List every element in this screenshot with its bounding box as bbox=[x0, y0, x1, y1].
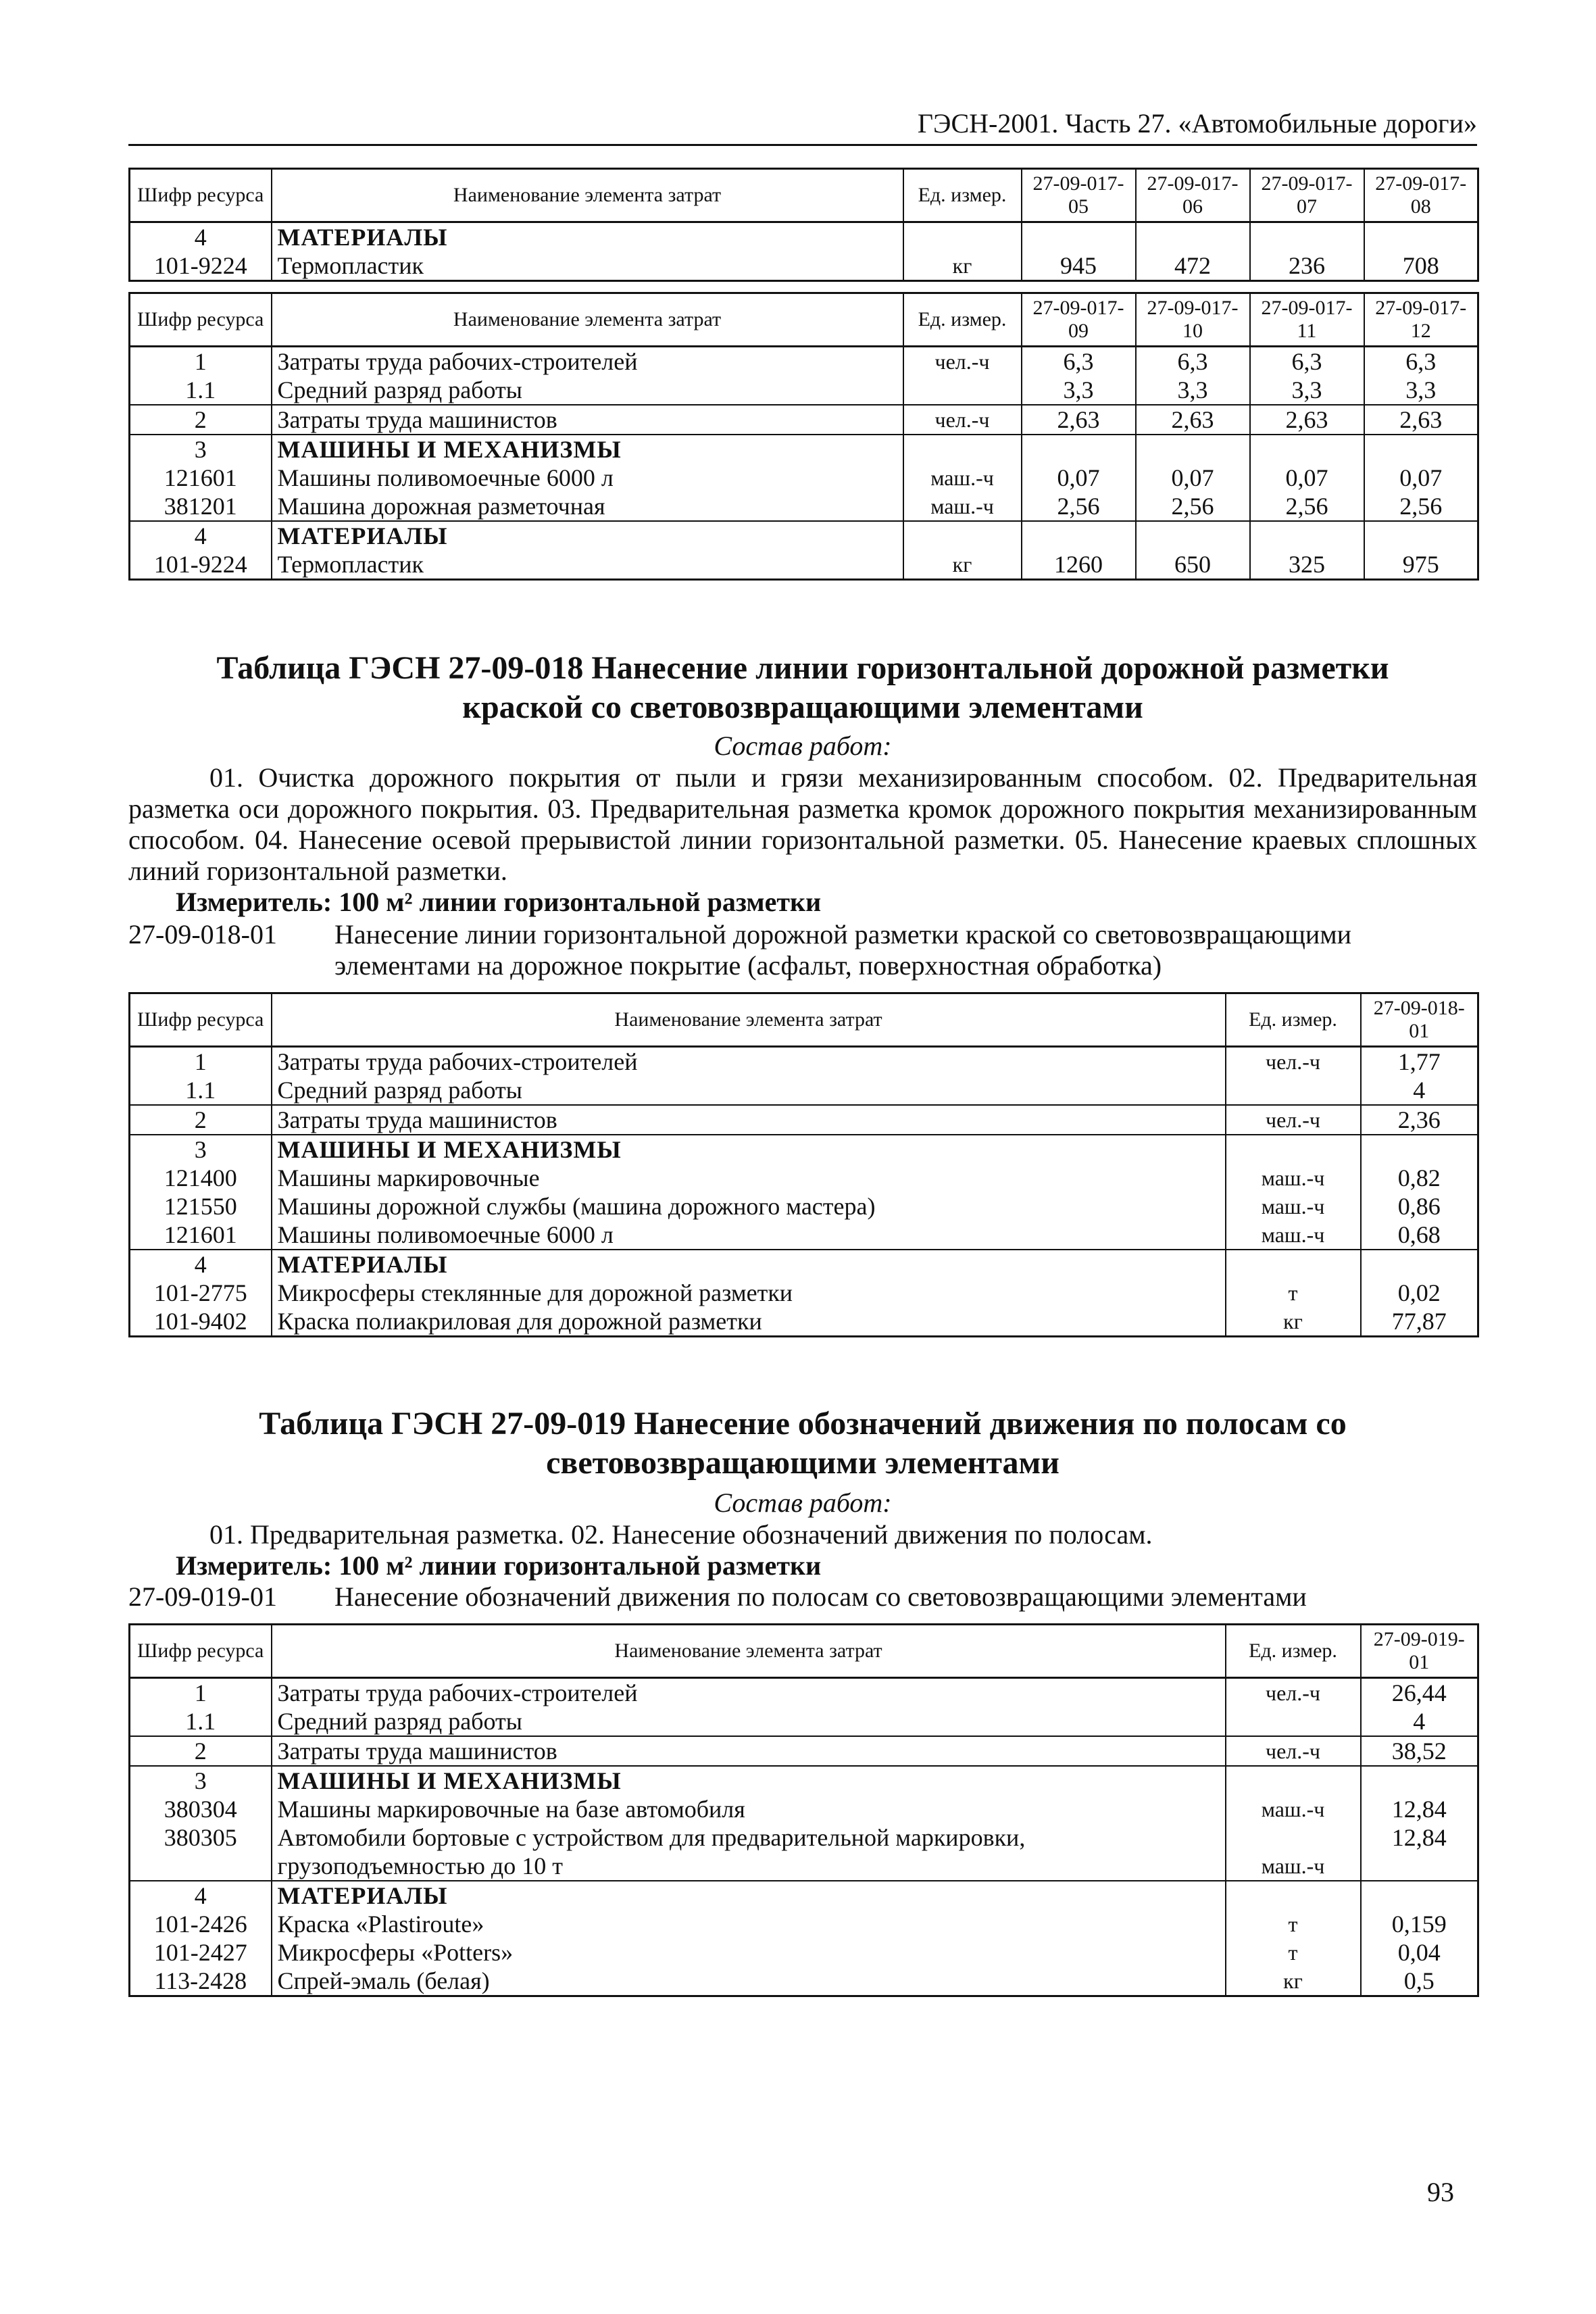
rate-value: 650 bbox=[1136, 550, 1250, 580]
col-header-rate: 27-09-017-06 bbox=[1136, 169, 1250, 222]
cost-element-name: Затраты труда рабочих-строителей bbox=[272, 1678, 1226, 1708]
cost-element-name: МАШИНЫ И МЕХАНИЗМЫ bbox=[272, 1766, 1226, 1795]
col-header-name: Наименование элемента затрат bbox=[272, 169, 903, 222]
table-row bbox=[130, 405, 1478, 435]
resource-code: 113-2428 bbox=[130, 1967, 272, 1996]
rate-value: 2,63 bbox=[1364, 405, 1478, 435]
unit bbox=[1226, 1766, 1361, 1795]
resource-code: 121601 bbox=[130, 464, 272, 492]
table-row bbox=[130, 1192, 1478, 1221]
col-header-unit: Ед. измер. bbox=[1226, 993, 1361, 1047]
table-row bbox=[130, 1250, 1478, 1279]
col-header-name: Наименование элемента затрат bbox=[272, 1625, 1226, 1678]
unit: маш.-ч bbox=[1226, 1795, 1361, 1823]
table-018-works: 01. Очистка дорожного покрытия от пыли и грязи механизированным способом. 02. Предварительная разметка оси дорожного покрытия. 03. Предварительная разметка кромок дорожного покрытия механизированным способом. 04. Нанесение осевой прерывистой линии горизонтальной разметки. 05. Нанесение краевых сплошных линий горизонтальной разметки. bbox=[128, 762, 1477, 886]
col-header-code: Шифр ресурса bbox=[130, 169, 272, 222]
rate-value bbox=[1022, 222, 1136, 252]
unit: маш.-ч bbox=[903, 492, 1022, 521]
cost-element-name: Машины дорожной службы (машина дорожного мастера) bbox=[272, 1192, 1226, 1221]
rate-value bbox=[1022, 435, 1136, 464]
table-row bbox=[130, 251, 1478, 281]
resource-code: 2 bbox=[130, 1105, 272, 1135]
cost-element-name: Машины маркировочные на базе автомобиля bbox=[272, 1795, 1226, 1823]
unit bbox=[903, 222, 1022, 252]
table-019-meter: Измеритель: 100 м² линии горизонтальной разметки bbox=[176, 1550, 822, 1581]
unit: маш.-ч bbox=[1226, 1221, 1361, 1250]
unit bbox=[1226, 1881, 1361, 1910]
cost-element-name: Затраты труда рабочих-строителей bbox=[272, 347, 903, 376]
rate-value: 1,77 bbox=[1361, 1047, 1478, 1077]
resource-code: 3 bbox=[130, 435, 272, 464]
col-header-rate: 27-09-017-07 bbox=[1250, 169, 1364, 222]
resource-code: 1 bbox=[130, 1047, 272, 1077]
rate-value: 708 bbox=[1364, 251, 1478, 281]
rate-value bbox=[1250, 222, 1364, 252]
rate-value bbox=[1250, 521, 1364, 550]
unit: маш.-ч bbox=[1226, 1164, 1361, 1192]
rate-value bbox=[1364, 222, 1478, 252]
unit: чел.-ч bbox=[1226, 1047, 1361, 1077]
rate-value: 0,07 bbox=[1250, 464, 1364, 492]
col-header-unit: Ед. измер. bbox=[903, 293, 1022, 347]
unit: маш.-ч bbox=[903, 464, 1022, 492]
resource-code: 380305 bbox=[130, 1823, 272, 1881]
rate-value: 2,56 bbox=[1022, 492, 1136, 521]
rate-value bbox=[1136, 435, 1250, 464]
table-row bbox=[130, 1076, 1478, 1105]
rate-value: 3,3 bbox=[1022, 376, 1136, 405]
rate-value: 0,07 bbox=[1022, 464, 1136, 492]
cost-element-name: Спрей-эмаль (белая) bbox=[272, 1967, 1226, 1996]
table-row bbox=[130, 1766, 1478, 1795]
unit: маш.-ч bbox=[1226, 1823, 1361, 1881]
rate-value: 77,87 bbox=[1361, 1307, 1478, 1337]
cost-element-name: Затраты труда машинистов bbox=[272, 405, 903, 435]
resource-code: 380304 bbox=[130, 1795, 272, 1823]
item-description: Нанесение обозначений движения по полосам со световозвращающими элементами bbox=[334, 1581, 1307, 1612]
resource-code: 101-2775 bbox=[130, 1279, 272, 1307]
rate-value: 1260 bbox=[1022, 550, 1136, 580]
rate-value: 236 bbox=[1250, 251, 1364, 281]
col-header-code: Шифр ресурса bbox=[130, 1625, 272, 1678]
table-row bbox=[130, 1938, 1478, 1967]
cost-element-name: Средний разряд работы bbox=[272, 1707, 1226, 1736]
rate-value: 0,07 bbox=[1136, 464, 1250, 492]
table-018-composition-label: Состав работ: bbox=[714, 731, 892, 761]
resource-code: 1.1 bbox=[130, 376, 272, 405]
unit bbox=[1226, 1707, 1361, 1736]
rate-value: 2,56 bbox=[1136, 492, 1250, 521]
cost-element-name: МАШИНЫ И МЕХАНИЗМЫ bbox=[272, 1135, 1226, 1164]
rate-value bbox=[1136, 222, 1250, 252]
cost-element-name: МАШИНЫ И МЕХАНИЗМЫ bbox=[272, 435, 903, 464]
unit bbox=[1226, 1135, 1361, 1164]
table-row bbox=[130, 1823, 1478, 1881]
rate-value bbox=[1364, 435, 1478, 464]
table-019-title-line2: световозвращающими элементами bbox=[546, 1445, 1059, 1481]
col-header-rate: 27-09-017-05 bbox=[1022, 169, 1136, 222]
col-header-code: Шифр ресурса bbox=[130, 993, 272, 1047]
table-row bbox=[130, 550, 1478, 580]
table-row bbox=[130, 1678, 1478, 1708]
table-018-title-line1: Таблица ГЭСН 27-09-018 Нанесение линии горизонтальной дорожной разметки bbox=[216, 650, 1389, 686]
table-row bbox=[130, 1707, 1478, 1736]
running-header: ГЭСН-2001. Часть 27. «Автомобильные дороги» bbox=[128, 105, 1477, 146]
resource-code: 121400 bbox=[130, 1164, 272, 1192]
resource-code: 3 bbox=[130, 1766, 272, 1795]
rate-value: 0,04 bbox=[1361, 1938, 1478, 1967]
cost-element-name: Краска полиакриловая для дорожной разметки bbox=[272, 1307, 1226, 1337]
table-row bbox=[130, 492, 1478, 521]
unit: т bbox=[1226, 1279, 1361, 1307]
cost-element-name: Термопластик bbox=[272, 251, 903, 281]
resource-code: 1.1 bbox=[130, 1707, 272, 1736]
item-code: 27-09-018-01 bbox=[128, 919, 277, 950]
col-header-rate: 27-09-017-10 bbox=[1136, 293, 1250, 347]
cost-element-name: МАТЕРИАЛЫ bbox=[272, 1250, 1226, 1279]
cost-element-name: Машины поливомоечные 6000 л bbox=[272, 464, 903, 492]
rate-value: 6,3 bbox=[1136, 347, 1250, 376]
unit bbox=[903, 521, 1022, 550]
table-row bbox=[130, 1279, 1478, 1307]
rate-value: 6,3 bbox=[1364, 347, 1478, 376]
cost-element-name: Машина дорожная разметочная bbox=[272, 492, 903, 521]
col-header-unit: Ед. измер. bbox=[1226, 1625, 1361, 1678]
rate-value bbox=[1022, 521, 1136, 550]
cost-element-name: Машины поливомоечные 6000 л bbox=[272, 1221, 1226, 1250]
rate-value: 6,3 bbox=[1022, 347, 1136, 376]
table-019-composition-label: Состав работ: bbox=[714, 1487, 892, 1518]
unit bbox=[903, 435, 1022, 464]
table-row bbox=[130, 1164, 1478, 1192]
rate-value: 3,3 bbox=[1364, 376, 1478, 405]
col-header-code: Шифр ресурса bbox=[130, 293, 272, 347]
unit: т bbox=[1226, 1938, 1361, 1967]
resource-code: 101-2426 bbox=[130, 1910, 272, 1938]
rate-value: 0,5 bbox=[1361, 1967, 1478, 1996]
resource-code: 381201 bbox=[130, 492, 272, 521]
rate-value: 3,3 bbox=[1136, 376, 1250, 405]
table-row bbox=[130, 435, 1478, 464]
col-header-rate: 27-09-019-01 bbox=[1361, 1625, 1478, 1678]
col-header-rate: 27-09-017-09 bbox=[1022, 293, 1136, 347]
page-number: 93 bbox=[1427, 2177, 1454, 2207]
cost-element-name: Затраты труда машинистов bbox=[272, 1105, 1226, 1135]
rate-value bbox=[1361, 1250, 1478, 1279]
resource-code: 121601 bbox=[130, 1221, 272, 1250]
rate-value: 12,84 bbox=[1361, 1823, 1478, 1881]
rate-value: 0,82 bbox=[1361, 1164, 1478, 1192]
rate-value: 2,56 bbox=[1364, 492, 1478, 521]
table-row bbox=[130, 464, 1478, 492]
rate-value: 0,07 bbox=[1364, 464, 1478, 492]
table-row bbox=[130, 376, 1478, 405]
table-row bbox=[130, 1135, 1478, 1164]
unit: кг bbox=[1226, 1967, 1361, 1996]
rate-value bbox=[1250, 435, 1364, 464]
cost-element-name: Термопластик bbox=[272, 550, 903, 580]
cost-element-name: Затраты труда рабочих-строителей bbox=[272, 1047, 1226, 1077]
table-017-09-12 bbox=[128, 292, 1479, 581]
unit: чел.-ч bbox=[903, 405, 1022, 435]
rate-value bbox=[1361, 1135, 1478, 1164]
col-header-name: Наименование элемента затрат bbox=[272, 993, 1226, 1047]
cost-element-name: МАТЕРИАЛЫ bbox=[272, 222, 903, 252]
unit: кг bbox=[903, 251, 1022, 281]
cost-element-name: МАТЕРИАЛЫ bbox=[272, 521, 903, 550]
table-019-01 bbox=[128, 1623, 1479, 1997]
rate-value: 2,63 bbox=[1022, 405, 1136, 435]
unit bbox=[1226, 1076, 1361, 1105]
resource-code: 101-9224 bbox=[130, 550, 272, 580]
col-header-rate: 27-09-017-12 bbox=[1364, 293, 1478, 347]
table-row bbox=[130, 1736, 1478, 1766]
rate-value: 6,3 bbox=[1250, 347, 1364, 376]
resource-code: 101-2427 bbox=[130, 1938, 272, 1967]
rate-value bbox=[1364, 521, 1478, 550]
unit: чел.-ч bbox=[1226, 1105, 1361, 1135]
rate-value: 4 bbox=[1361, 1707, 1478, 1736]
rate-value: 2,56 bbox=[1250, 492, 1364, 521]
table-row bbox=[130, 1795, 1478, 1823]
col-header-name: Наименование элемента затрат bbox=[272, 293, 903, 347]
table-row bbox=[130, 1910, 1478, 1938]
table-018-meter: Измеритель: 100 м² линии горизонтальной разметки bbox=[176, 887, 822, 917]
cost-element-name: Микросферы «Potters» bbox=[272, 1938, 1226, 1967]
table-row bbox=[130, 222, 1478, 252]
rate-value bbox=[1361, 1766, 1478, 1795]
rate-value: 2,63 bbox=[1250, 405, 1364, 435]
table-row bbox=[130, 1047, 1478, 1077]
unit bbox=[1226, 1250, 1361, 1279]
col-header-rate: 27-09-017-08 bbox=[1364, 169, 1478, 222]
rate-value: 2,36 bbox=[1361, 1105, 1478, 1135]
rate-value: 472 bbox=[1136, 251, 1250, 281]
cost-element-name: Средний разряд работы bbox=[272, 376, 903, 405]
rate-value: 38,52 bbox=[1361, 1736, 1478, 1766]
table-row bbox=[130, 347, 1478, 376]
col-header-unit: Ед. измер. bbox=[903, 169, 1022, 222]
unit: кг bbox=[903, 550, 1022, 580]
rate-value: 0,68 bbox=[1361, 1221, 1478, 1250]
item-code: 27-09-019-01 bbox=[128, 1581, 277, 1612]
rate-value: 4 bbox=[1361, 1076, 1478, 1105]
resource-code: 1 bbox=[130, 1678, 272, 1708]
resource-code: 2 bbox=[130, 1736, 272, 1766]
table-row bbox=[130, 1967, 1478, 1996]
rate-value: 0,86 bbox=[1361, 1192, 1478, 1221]
item-description: Нанесение линии горизонтальной дорожной разметки краской со световозвращающими элементами на дорожное покрытие (асфальт, поверхностная обработка) bbox=[334, 919, 1352, 981]
unit: чел.-ч bbox=[1226, 1678, 1361, 1708]
table-018-title-line2: краской со световозвращающими элементами bbox=[462, 689, 1143, 725]
cost-element-name: Затраты труда машинистов bbox=[272, 1736, 1226, 1766]
table-019-title-line1: Таблица ГЭСН 27-09-019 Нанесение обозначений движения по полосам со bbox=[259, 1406, 1347, 1442]
resource-code: 121550 bbox=[130, 1192, 272, 1221]
cost-element-name: Автомобили бортовые с устройством для предварительной маркировки, грузоподъемностью до 10 т bbox=[272, 1823, 1226, 1881]
cost-element-name: Средний разряд работы bbox=[272, 1076, 1226, 1105]
cost-element-name: Машины маркировочные bbox=[272, 1164, 1226, 1192]
rate-value bbox=[1361, 1881, 1478, 1910]
cost-element-name: Краска «Plastiroute» bbox=[272, 1910, 1226, 1938]
rate-value: 2,63 bbox=[1136, 405, 1250, 435]
rate-value: 325 bbox=[1250, 550, 1364, 580]
resource-code: 4 bbox=[130, 1250, 272, 1279]
table-017-05-08 bbox=[128, 168, 1479, 282]
rate-value: 0,02 bbox=[1361, 1279, 1478, 1307]
cost-element-name: Микросферы стеклянные для дорожной разметки bbox=[272, 1279, 1226, 1307]
rate-value: 945 bbox=[1022, 251, 1136, 281]
table-row bbox=[130, 1221, 1478, 1250]
unit: чел.-ч bbox=[1226, 1736, 1361, 1766]
rate-value: 975 bbox=[1364, 550, 1478, 580]
resource-code: 4 bbox=[130, 521, 272, 550]
rate-value: 3,3 bbox=[1250, 376, 1364, 405]
unit: маш.-ч bbox=[1226, 1192, 1361, 1221]
resource-code: 1 bbox=[130, 347, 272, 376]
table-019-works: 01. Предварительная разметка. 02. Нанесение обозначений движения по полосам. bbox=[209, 1519, 1153, 1550]
resource-code: 101-9402 bbox=[130, 1307, 272, 1337]
table-row bbox=[130, 1307, 1478, 1337]
table-row bbox=[130, 1105, 1478, 1135]
unit: т bbox=[1226, 1910, 1361, 1938]
rate-value: 26,44 bbox=[1361, 1678, 1478, 1708]
unit bbox=[903, 376, 1022, 405]
resource-code: 3 bbox=[130, 1135, 272, 1164]
resource-code: 101-9224 bbox=[130, 251, 272, 281]
col-header-rate: 27-09-018-01 bbox=[1361, 993, 1478, 1047]
rate-value bbox=[1136, 521, 1250, 550]
resource-code: 4 bbox=[130, 222, 272, 252]
unit: кг bbox=[1226, 1307, 1361, 1337]
rate-value: 0,159 bbox=[1361, 1910, 1478, 1938]
resource-code: 1.1 bbox=[130, 1076, 272, 1105]
table-row bbox=[130, 521, 1478, 550]
table-018-01 bbox=[128, 992, 1479, 1337]
rate-value: 12,84 bbox=[1361, 1795, 1478, 1823]
table-row bbox=[130, 1881, 1478, 1910]
resource-code: 2 bbox=[130, 405, 272, 435]
cost-element-name: МАТЕРИАЛЫ bbox=[272, 1881, 1226, 1910]
col-header-rate: 27-09-017-11 bbox=[1250, 293, 1364, 347]
unit: чел.-ч bbox=[903, 347, 1022, 376]
resource-code: 4 bbox=[130, 1881, 272, 1910]
